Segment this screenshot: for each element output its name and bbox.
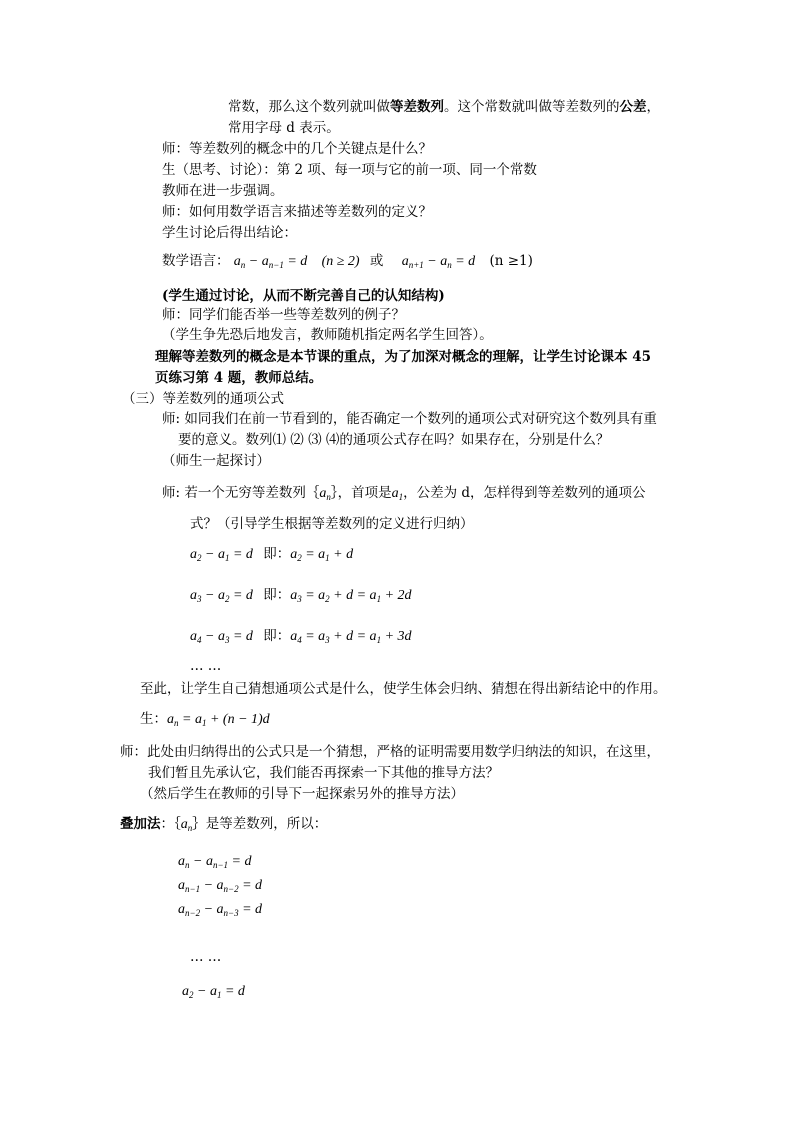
text-line: 常用字母 d 表示。 bbox=[228, 120, 340, 136]
text-line: （师生一起探讨） bbox=[162, 453, 270, 469]
formula: $a_3 = a_2 + d = a_1 + 2d$ bbox=[290, 588, 412, 604]
formula: $a_{n+1} - a_n = d$ bbox=[401, 254, 476, 270]
text-line bbox=[162, 484, 646, 506]
formula: $a_n - a_{n-1} = d$ bbox=[178, 854, 252, 870]
text-line bbox=[140, 710, 270, 732]
text-span: 即： bbox=[263, 546, 291, 562]
formula: $a_2 - a_1 = d$ bbox=[190, 547, 253, 563]
text-line: 学生讨论后得出结论： bbox=[162, 225, 297, 241]
text-line: 师: 如同我们在前一节看到的，能否确定一个数列的通项公式对研究这个数列具有重 bbox=[162, 411, 657, 427]
formula: $a_n$ bbox=[319, 486, 331, 502]
text-span: ｝，首项是 bbox=[330, 485, 392, 501]
text-span: ：｛ bbox=[160, 816, 181, 832]
text-span: ，公差为 d，怎样得到等差数列的通项公 bbox=[403, 485, 646, 501]
text-span: ， bbox=[646, 99, 660, 115]
formula: $a_2 - a_1 = d$ bbox=[182, 984, 245, 1000]
method-label: 叠加法 bbox=[120, 816, 161, 832]
formula: $a_{n-1} - a_{n-2} = d$ bbox=[178, 878, 263, 894]
text-line: 理解等差数列的概念是本节课的重点，为了加深对概念的理解，让学生讨论课本 45 bbox=[155, 349, 651, 365]
text-span: 即： bbox=[263, 628, 291, 644]
formula: $a_n$ bbox=[180, 817, 193, 833]
derivation-line bbox=[178, 876, 262, 898]
math-language-line bbox=[162, 252, 533, 274]
formula: $a_3 - a_2 = d$ bbox=[190, 588, 253, 604]
text-span: 或 bbox=[369, 253, 384, 269]
ellipsis: … … bbox=[190, 949, 222, 965]
text-line: 师：同学们能否举一些等差数列的例子？ bbox=[162, 307, 405, 323]
formula: $a_2 = a_1 + d$ bbox=[290, 547, 354, 563]
text-line: 教师在进一步强调。 bbox=[162, 183, 284, 199]
text-span: ｝是等差数列，所以： bbox=[192, 816, 328, 832]
text-span: 。这个常数就叫做等差数列的 bbox=[444, 99, 620, 115]
formula-condition: (n ≥1) bbox=[489, 253, 533, 269]
derivation-line bbox=[190, 545, 353, 567]
text-line: 页练习第 4 题，教师总结。 bbox=[155, 370, 323, 386]
formula: $a_4 - a_3 = d$ bbox=[190, 629, 253, 645]
formula: $a_n - a_{n-1} = d$ bbox=[233, 254, 308, 270]
text-line: 至此，让学生自己猜想通项公式是什么，使学生体会归纳、猜想在得出新结论中的作用。 bbox=[140, 681, 667, 697]
derivation-line bbox=[182, 982, 245, 1004]
text-line: (学生通过讨论，从而不断完善自己的认知结构) bbox=[162, 288, 445, 304]
text-line: 我们暂且先承认它，我们能否再探索一下其他的推导方法？ bbox=[148, 765, 499, 781]
term-common-difference: 公差 bbox=[619, 99, 647, 115]
text-span: 即： bbox=[263, 587, 291, 603]
text-line: 要的意义。数列⑴ ⑵ ⑶ ⑷的通项公式存在吗？如果存在，分别是什么？ bbox=[178, 432, 610, 448]
derivation-line bbox=[178, 900, 262, 922]
formula: $a_1$ bbox=[391, 486, 404, 502]
text-line: 师：此处由归纳得出的公式只是一个猜想，严格的证明需要用数学归纳法的知识，在这里， bbox=[120, 744, 660, 760]
derivation-line bbox=[190, 586, 412, 608]
text-span: 师: 若一个无穷等差数列｛ bbox=[162, 485, 320, 501]
label: 数学语言： bbox=[162, 253, 230, 269]
text-line: 生（思考、讨论）：第 2 项、每一项与它的前一项、同一个常数 bbox=[162, 162, 537, 178]
text-line: 式？（引导学生根据等差数列的定义进行归纳） bbox=[190, 516, 474, 532]
derivation-line bbox=[178, 852, 251, 874]
formula-condition: (n ≥ 2) bbox=[321, 254, 360, 269]
formula: $a_{n-2} - a_{n-3} = d$ bbox=[178, 902, 263, 918]
section-heading: （三）等差数列的通项公式 bbox=[122, 391, 284, 407]
text-span: 常数，那么这个数列就叫做 bbox=[228, 99, 390, 115]
text-line: 师：如何用数学语言来描述等差数列的定义？ bbox=[162, 204, 432, 220]
formula: $a_n = a_1 + (n - 1)d$ bbox=[167, 712, 270, 728]
text-line bbox=[120, 815, 327, 837]
term-arithmetic-sequence: 等差数列 bbox=[390, 99, 444, 115]
text-line: （学生争先恐后地发言，教师随机指定两名学生回答）。 bbox=[162, 327, 493, 343]
derivation-line bbox=[190, 627, 412, 649]
text-line bbox=[228, 98, 660, 116]
text-line: 师：等差数列的概念中的几个关键点是什么？ bbox=[162, 141, 432, 157]
text-span: 生： bbox=[140, 711, 167, 727]
ellipsis: … … bbox=[190, 658, 222, 674]
text-line: （然后学生在教师的引导下一起探索另外的推导方法） bbox=[140, 786, 464, 802]
formula: $a_4 = a_3 + d = a_1 + 3d$ bbox=[290, 629, 412, 645]
